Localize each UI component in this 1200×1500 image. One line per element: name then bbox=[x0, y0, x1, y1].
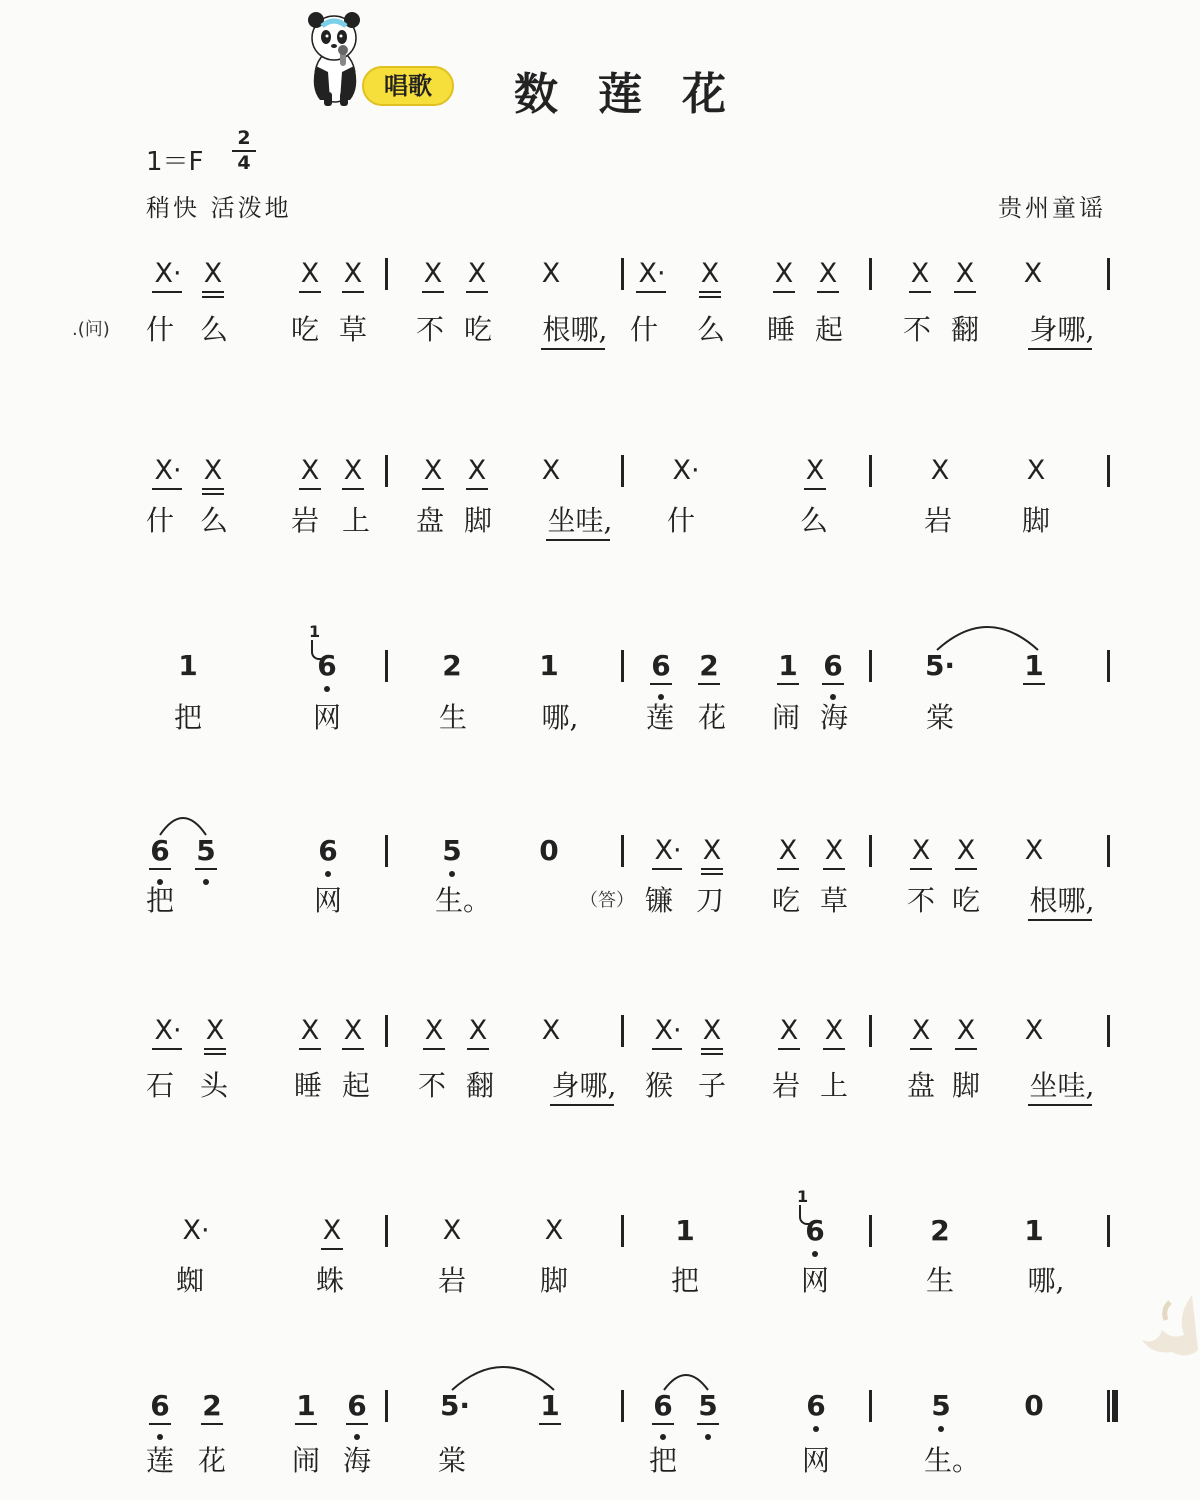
rhythm-note: X bbox=[911, 835, 931, 866]
pitch-note: 1 bbox=[540, 1389, 560, 1422]
barline bbox=[385, 835, 388, 867]
grace-note: 1 bbox=[797, 1187, 809, 1206]
pitch-note: 1 bbox=[178, 649, 198, 682]
lyric-syllable: 不 bbox=[906, 884, 935, 917]
barline bbox=[1107, 1215, 1110, 1247]
pitch-note: 1 bbox=[1024, 1214, 1044, 1247]
lyric-syllable: 把 bbox=[670, 1264, 699, 1297]
beam-line bbox=[149, 1423, 171, 1425]
pitch-note: 5· bbox=[924, 649, 956, 682]
low-octave-dot bbox=[157, 1434, 163, 1440]
slur-arc bbox=[450, 1364, 556, 1392]
low-octave-dot bbox=[813, 1426, 819, 1432]
time-signature-bottom: 4 bbox=[237, 152, 251, 174]
pitch-note: 2 bbox=[930, 1214, 950, 1247]
beam-line bbox=[299, 291, 321, 293]
slur-arc bbox=[662, 1372, 710, 1392]
lyric-syllable: 根哪, bbox=[542, 313, 608, 346]
low-octave-dot bbox=[660, 1434, 666, 1440]
lyric-underline bbox=[550, 1104, 614, 1106]
lyric-syllable: 脚 bbox=[1021, 504, 1050, 537]
beam-line bbox=[466, 291, 488, 293]
rhythm-note: X bbox=[322, 1215, 342, 1246]
rhythm-note: X bbox=[544, 1215, 564, 1246]
barline bbox=[869, 650, 872, 682]
lyric-syllable: 吃 bbox=[951, 884, 980, 917]
grace-note: 1 bbox=[309, 622, 321, 641]
beam-line bbox=[650, 683, 672, 685]
pitch-note: 6 bbox=[823, 649, 843, 682]
beam-line bbox=[342, 488, 364, 490]
beam-line bbox=[910, 1048, 932, 1050]
beam-line bbox=[652, 1423, 674, 1425]
lyric-syllable: 生 bbox=[925, 1264, 954, 1297]
beam-line bbox=[1023, 683, 1045, 685]
lyric-syllable: 网 bbox=[313, 884, 342, 917]
beam-line bbox=[195, 868, 217, 870]
lyric-syllable: 盘 bbox=[415, 504, 444, 537]
barline bbox=[869, 455, 872, 487]
rhythm-note: X bbox=[702, 1015, 722, 1046]
rhythm-note: X bbox=[343, 1015, 363, 1046]
lyric-syllable: 棠 bbox=[437, 1444, 466, 1477]
beam-line bbox=[701, 1053, 723, 1055]
pitch-note: 5 bbox=[931, 1389, 951, 1422]
low-octave-dot bbox=[449, 871, 455, 877]
beam-line bbox=[955, 1048, 977, 1050]
rhythm-note: X· bbox=[182, 1215, 210, 1246]
lyric-syllable: 猴 bbox=[644, 1069, 673, 1102]
lyric-syllable: 么 bbox=[199, 504, 228, 537]
lyric-syllable: 身哪, bbox=[551, 1069, 617, 1102]
pitch-note: 5 bbox=[442, 834, 462, 867]
pitch-note: 1 bbox=[778, 649, 798, 682]
lyric-syllable: 闹 bbox=[291, 1444, 320, 1477]
barline bbox=[869, 1215, 872, 1247]
rhythm-note: X bbox=[1024, 835, 1044, 866]
lyric-syllable: 根哪, bbox=[1029, 884, 1095, 917]
barline bbox=[621, 650, 624, 682]
beam-line bbox=[652, 868, 682, 870]
lyric-underline bbox=[1028, 348, 1092, 350]
beam-line bbox=[698, 683, 720, 685]
barline bbox=[621, 1215, 624, 1247]
rhythm-note: X bbox=[818, 258, 838, 289]
lyric-syllable: 网 bbox=[800, 1264, 829, 1297]
lyric-syllable: 吃 bbox=[771, 884, 800, 917]
lyric-syllable: 什 bbox=[629, 313, 658, 346]
beam-line bbox=[204, 1053, 226, 1055]
rhythm-note: X bbox=[956, 835, 976, 866]
rhythm-note: X bbox=[1026, 455, 1046, 486]
beam-line bbox=[202, 488, 224, 490]
rhythm-note: X bbox=[956, 1015, 976, 1046]
beam-line bbox=[697, 1423, 719, 1425]
rhythm-note: X bbox=[779, 1015, 799, 1046]
low-octave-dot bbox=[830, 694, 836, 700]
key-signature: 1＝F bbox=[146, 147, 204, 177]
slur-arc bbox=[158, 815, 208, 837]
panda-singer-icon bbox=[300, 8, 370, 108]
beam-line bbox=[152, 1048, 182, 1050]
lyric-syllable: 脚 bbox=[463, 504, 492, 537]
beam-line bbox=[342, 1048, 364, 1050]
barline bbox=[1107, 455, 1110, 487]
pitch-note: 6 bbox=[150, 834, 170, 867]
barline bbox=[1107, 650, 1110, 682]
tempo-marking: 稍快 活泼地 bbox=[146, 194, 292, 222]
lyric-syllable: 生 bbox=[438, 701, 467, 734]
barline bbox=[385, 1390, 388, 1422]
beam-line bbox=[466, 488, 488, 490]
rhythm-note: X bbox=[541, 258, 561, 289]
beam-line bbox=[202, 291, 224, 293]
rhythm-note: X bbox=[702, 835, 722, 866]
lyric-underline bbox=[546, 539, 610, 541]
lyric-syllable: 吃 bbox=[463, 313, 492, 346]
lyric-syllable: 岩 bbox=[923, 504, 952, 537]
barline bbox=[869, 1015, 872, 1047]
rhythm-note: X bbox=[423, 258, 443, 289]
low-octave-dot bbox=[324, 686, 330, 692]
lyric-syllable: 花 bbox=[697, 701, 726, 734]
lyric-syllable: 镰 bbox=[644, 884, 673, 917]
barline bbox=[1107, 258, 1110, 290]
rhythm-note: X bbox=[930, 455, 950, 486]
beam-line bbox=[201, 1423, 223, 1425]
beam-line bbox=[909, 291, 931, 293]
lyric-syllable: 上 bbox=[341, 504, 370, 537]
rhythm-note: X bbox=[955, 258, 975, 289]
rhythm-note: X bbox=[442, 1215, 462, 1246]
pitch-note: 6 bbox=[318, 834, 338, 867]
lyric-syllable: 脚 bbox=[951, 1069, 980, 1102]
lyric-syllable: 什 bbox=[666, 504, 695, 537]
beam-line bbox=[299, 488, 321, 490]
beam-line bbox=[817, 291, 839, 293]
pitch-note: 6 bbox=[653, 1389, 673, 1422]
lyric-syllable: 石 bbox=[145, 1069, 174, 1102]
singer-part-label: .(问) bbox=[72, 319, 110, 340]
beam-line bbox=[299, 1048, 321, 1050]
final-barline bbox=[1112, 1390, 1118, 1422]
lyric-syllable: 睡 bbox=[766, 313, 795, 346]
barline bbox=[1107, 1015, 1110, 1047]
lyric-underline bbox=[1028, 919, 1092, 921]
beam-line bbox=[321, 1248, 343, 1250]
lyric-syllable: 草 bbox=[819, 884, 848, 917]
beam-line bbox=[701, 1048, 723, 1050]
lyric-syllable: 岩 bbox=[290, 504, 319, 537]
pitch-note: 2 bbox=[699, 649, 719, 682]
beam-line bbox=[823, 868, 845, 870]
rhythm-note: X bbox=[700, 258, 720, 289]
rhythm-note: X· bbox=[672, 455, 700, 486]
lyric-syllable: 翻 bbox=[465, 1069, 494, 1102]
low-octave-dot bbox=[938, 1426, 944, 1432]
rhythm-note: X bbox=[205, 1015, 225, 1046]
lyric-underline bbox=[1028, 1104, 1092, 1106]
lyric-syllable: 莲 bbox=[145, 1444, 174, 1477]
lyric-syllable: 睡 bbox=[293, 1069, 322, 1102]
low-octave-dot bbox=[325, 871, 331, 877]
pitch-note: 6 bbox=[806, 1389, 826, 1422]
lyric-syllable: 么 bbox=[696, 313, 725, 346]
grace-tie bbox=[311, 640, 323, 660]
beam-line bbox=[202, 296, 224, 298]
beam-line bbox=[636, 291, 666, 293]
pitch-note: 5 bbox=[196, 834, 216, 867]
beam-line bbox=[204, 1048, 226, 1050]
barline bbox=[1107, 1390, 1110, 1422]
beam-line bbox=[467, 1048, 489, 1050]
singer-part-label: （答） bbox=[580, 890, 634, 911]
beam-line bbox=[152, 291, 182, 293]
rhythm-note: X bbox=[203, 258, 223, 289]
beam-line bbox=[422, 488, 444, 490]
barline bbox=[869, 258, 872, 290]
beam-line bbox=[955, 868, 977, 870]
lyric-syllable: 海 bbox=[819, 701, 848, 734]
grace-tie bbox=[799, 1205, 811, 1225]
beam-line bbox=[652, 1048, 682, 1050]
lyric-syllable: 不 bbox=[902, 313, 931, 346]
lyric-syllable: 岩 bbox=[437, 1264, 466, 1297]
time-signature-top: 2 bbox=[237, 127, 251, 149]
lyric-syllable: 把 bbox=[145, 884, 174, 917]
lyric-syllable: 什 bbox=[145, 504, 174, 537]
barline bbox=[385, 258, 388, 290]
slur-arc bbox=[935, 624, 1040, 652]
rhythm-note: X· bbox=[154, 455, 182, 486]
beam-line bbox=[701, 868, 723, 870]
low-octave-dot bbox=[812, 1251, 818, 1257]
pitch-note: 2 bbox=[202, 1389, 222, 1422]
rhythm-note: X bbox=[824, 1015, 844, 1046]
barline bbox=[621, 1015, 624, 1047]
pitch-note: 6 bbox=[150, 1389, 170, 1422]
pitch-note: 6 bbox=[347, 1389, 367, 1422]
low-octave-dot bbox=[203, 879, 209, 885]
rhythm-note: X bbox=[343, 455, 363, 486]
beam-line bbox=[777, 683, 799, 685]
pitch-note: 1 bbox=[296, 1389, 316, 1422]
lyric-syllable: 坐哇, bbox=[1029, 1069, 1095, 1102]
beam-line bbox=[954, 291, 976, 293]
rhythm-note: X bbox=[824, 835, 844, 866]
beam-line bbox=[910, 868, 932, 870]
beam-line bbox=[823, 1048, 845, 1050]
lyric-syllable: 上 bbox=[819, 1069, 848, 1102]
pitch-note: 6 bbox=[805, 1214, 825, 1247]
lyric-syllable: 海 bbox=[342, 1444, 371, 1477]
rhythm-note: X bbox=[467, 455, 487, 486]
lyric-syllable: 蜘 bbox=[175, 1264, 204, 1297]
barline bbox=[385, 1215, 388, 1247]
lyric-syllable: 身哪, bbox=[1029, 313, 1095, 346]
beam-line bbox=[423, 1048, 445, 1050]
lyric-syllable: 坐哇, bbox=[547, 504, 613, 537]
lyric-syllable: 花 bbox=[197, 1444, 226, 1477]
lyric-syllable: 头 bbox=[199, 1069, 228, 1102]
lyric-syllable: 把 bbox=[173, 701, 202, 734]
beam-line bbox=[202, 493, 224, 495]
low-octave-dot bbox=[354, 1434, 360, 1440]
rhythm-note: X bbox=[774, 258, 794, 289]
barline bbox=[385, 455, 388, 487]
pitch-note: 0 bbox=[539, 834, 559, 867]
barline bbox=[385, 650, 388, 682]
beam-line bbox=[773, 291, 795, 293]
beam-line bbox=[152, 488, 182, 490]
rhythm-note: X bbox=[343, 258, 363, 289]
pitch-note: 5 bbox=[698, 1389, 718, 1422]
lyric-syllable: 么 bbox=[199, 313, 228, 346]
lyric-syllable: 吃 bbox=[290, 313, 319, 346]
pitch-note: 2 bbox=[442, 649, 462, 682]
lyric-syllable: 把 bbox=[648, 1444, 677, 1477]
rhythm-note: X· bbox=[154, 258, 182, 289]
beam-line bbox=[699, 291, 721, 293]
rhythm-note: X bbox=[467, 258, 487, 289]
beam-line bbox=[699, 296, 721, 298]
barline bbox=[621, 835, 624, 867]
lyric-syllable: 岩 bbox=[771, 1069, 800, 1102]
rhythm-note: X bbox=[300, 1015, 320, 1046]
rhythm-note: X bbox=[203, 455, 223, 486]
rhythm-note: X bbox=[805, 455, 825, 486]
lyric-syllable: 刀 bbox=[695, 884, 724, 917]
lyric-syllable: 么 bbox=[799, 504, 828, 537]
beam-line bbox=[804, 488, 826, 490]
song-title: 数莲花 bbox=[514, 69, 766, 120]
barline bbox=[869, 1390, 872, 1422]
lyric-syllable: 蛛 bbox=[315, 1264, 344, 1297]
lyric-syllable: 棠 bbox=[925, 701, 954, 734]
rhythm-note: X bbox=[1023, 258, 1043, 289]
rhythm-note: X bbox=[300, 455, 320, 486]
beam-line bbox=[777, 868, 799, 870]
lyric-syllable: 不 bbox=[417, 1069, 446, 1102]
rhythm-note: X bbox=[541, 455, 561, 486]
lyric-underline bbox=[541, 348, 605, 350]
beam-line bbox=[701, 873, 723, 875]
lyric-syllable: 网 bbox=[801, 1444, 830, 1477]
lyric-syllable: 不 bbox=[415, 313, 444, 346]
barline bbox=[621, 455, 624, 487]
barline bbox=[385, 1015, 388, 1047]
time-signature bbox=[232, 128, 256, 174]
lyric-syllable: 网 bbox=[312, 701, 341, 734]
beam-line bbox=[422, 291, 444, 293]
composer-credit: 贵州童谣 bbox=[998, 194, 1106, 222]
pitch-note: 1 bbox=[675, 1214, 695, 1247]
low-octave-dot bbox=[658, 694, 664, 700]
barline bbox=[869, 835, 872, 867]
pitch-note: 6 bbox=[651, 649, 671, 682]
lyric-syllable: 闹 bbox=[771, 701, 800, 734]
rhythm-note: X bbox=[910, 258, 930, 289]
beam-line bbox=[346, 1423, 368, 1425]
rhythm-note: X bbox=[778, 835, 798, 866]
lyric-syllable: 子 bbox=[697, 1069, 726, 1102]
rhythm-note: X bbox=[541, 1015, 561, 1046]
rhythm-note: X· bbox=[654, 1015, 682, 1046]
low-octave-dot bbox=[705, 1434, 711, 1440]
pitch-note: 6 bbox=[317, 649, 337, 682]
barline bbox=[621, 1390, 624, 1422]
rhythm-note: X bbox=[468, 1015, 488, 1046]
lyric-syllable: 生。 bbox=[923, 1444, 980, 1477]
beam-line bbox=[822, 683, 844, 685]
beam-line bbox=[778, 1048, 800, 1050]
rhythm-note: X· bbox=[654, 835, 682, 866]
rhythm-note: X bbox=[1024, 1015, 1044, 1046]
pitch-note: 0 bbox=[1024, 1389, 1044, 1422]
lyric-syllable: 哪, bbox=[1027, 1264, 1065, 1297]
beam-line bbox=[342, 291, 364, 293]
pitch-note: 5· bbox=[439, 1389, 471, 1422]
lyric-syllable: 草 bbox=[338, 313, 367, 346]
lyric-syllable: 什 bbox=[145, 313, 174, 346]
song-badge: 唱歌 bbox=[362, 66, 454, 106]
lyric-syllable: 脚 bbox=[539, 1264, 568, 1297]
lyric-syllable: 哪, bbox=[541, 701, 579, 734]
lyric-syllable: 盘 bbox=[906, 1069, 935, 1102]
pitch-note: 1 bbox=[1024, 649, 1044, 682]
lyric-syllable: 起 bbox=[814, 313, 843, 346]
beam-line bbox=[539, 1423, 561, 1425]
rhythm-note: X bbox=[423, 455, 443, 486]
rhythm-note: X· bbox=[638, 258, 666, 289]
lyric-syllable: 莲 bbox=[645, 701, 674, 734]
barline bbox=[1107, 835, 1110, 867]
rhythm-note: X bbox=[424, 1015, 444, 1046]
barline bbox=[621, 258, 624, 290]
lyric-syllable: 翻 bbox=[950, 313, 979, 346]
beam-line bbox=[295, 1423, 317, 1425]
lyric-syllable: 起 bbox=[341, 1069, 370, 1102]
rhythm-note: X bbox=[911, 1015, 931, 1046]
rhythm-note: X· bbox=[154, 1015, 182, 1046]
lyric-syllable: 生。 bbox=[434, 884, 491, 917]
beam-line bbox=[149, 868, 171, 870]
pitch-note: 1 bbox=[539, 649, 559, 682]
corner-decoration-icon bbox=[1132, 1290, 1200, 1370]
rhythm-note: X bbox=[300, 258, 320, 289]
